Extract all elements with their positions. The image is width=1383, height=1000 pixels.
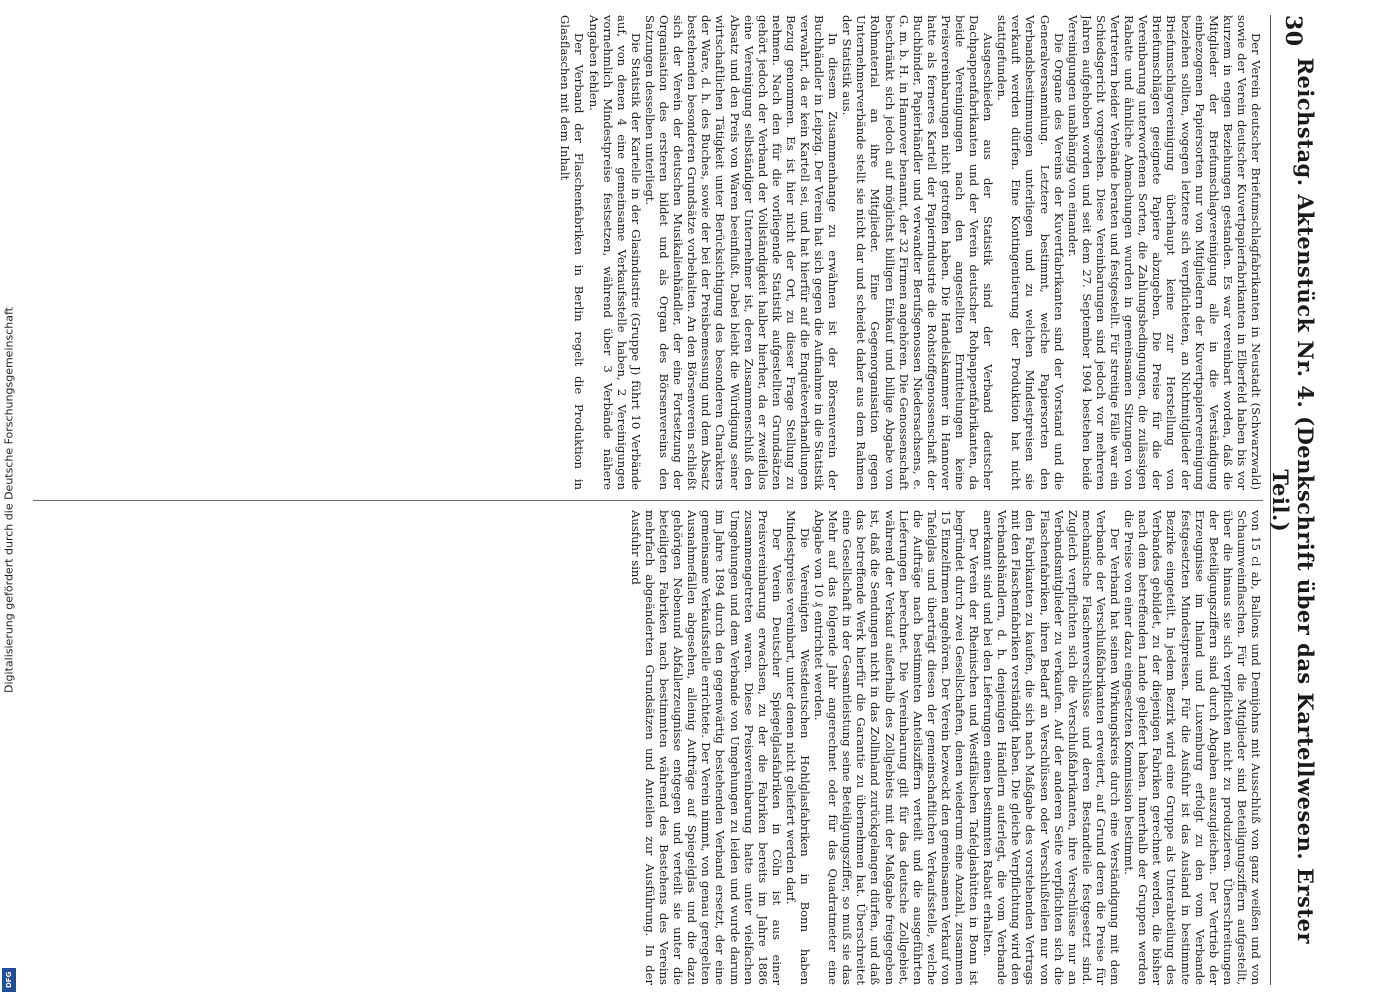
dfg-logo-icon: DFG (2, 968, 16, 992)
column-divider (33, 490, 1263, 510)
paragraph: von 15 cl ab, Ballons und Demijohns mit Ausschluß von ganz weißen und von Schaumweinflaschen. Für die Mitglieder sind Beteiligungsziffern aufgestellt, über die hinaus sie sich verpflichten nicht zu produzieren. Überschreitungen der Beteiligungsziffern sind durch Abgaben auszugleichen. Der Vertrieb der Erzeugnisse im Inland und Luxemburg erfolgt zu den vom Verbande festgesetzten Mindestpreisen. Für die Ausfuhr ist das Ausland in bestimmte Bezirke eingeteilt. In jedem Bezirk wird eine Gruppe als Unterabteilung des Verbandes gebildet, zu der diejenigen Fabriken gerechnet werden, die bisher nach dem betreffenden Lande geliefert haben. Innerhalb der Gruppen werden die Preise von einer dazu eingesetzten Kommission bestimmt. (1121, 510, 1263, 985)
paragraph: Der Verein Deutscher Spiegelglasfabriken in Cöln ist aus einer Preisvereinbarung erwachsen, zu der die Fabriken bereits im Jahre 1886 zusammengetreten waren. Diese Preisvereinbarung hatte unter vielfachen Umgehungen und dem Verbande von Umgehungen zu leiden und wurde darum im Jahre 1894 durch den gegenwärtig bestehenden Verband ersetzt, der eine gemeinsame Verkaufsstelle errichtete. Der Verein nimmt, von genau geregelten Ausnahmefällen abgesehen, alleinig Aufträge auf Spiegelglas und die dazu gehörigen Nebenund Abfallerzeugnisse entgegen und verteilt sie unter die beteiligten Fabriken nach bestimmten während des Bestehens des Vereins mehrfach abgeänderten Grundsätzen und Anteilen zur Ausführung. In der Ausfuhr sind (628, 510, 784, 985)
paragraph: Ausgeschieden aus der Statistik sind der Verband deutscher Dachpappenfabrikanten und der Verein deutscher Rohpappenfabrikanten, da beide Vereinigungen nach den angestellten Ermittelungen keine Preisvereinbarungen nicht getroffen haben. Die Handelskammer in Hannover hatte als ferneres Kartell der Papierindustrie die Rohstoffgenossenschaft der Buchbinder, Papierhändler und verwandter Berufsgenossen Niedersachsens, e. G. m. b. H. in Hannover benannt, der 32 Firmen angehören. Die Genossenschaft beschränkt sich jedoch auf möglichst billigen Einkauf und billige Abgabe von Rohmaterial an ihre Mitglieder. Eine Gegenorganisation gegen Unternehmerverbände stellt sie nicht dar und scheidet daher aus dem Rahmen der Statistik aus. (839, 15, 995, 490)
paragraph: Die Statistik der Kartelle in der Glasindustrie (Gruppe J) führt 10 Verbände auf, von denen 4 eine gemeinsame Verkaufsstelle haben, 2 Vereinigungen vornehmlich Mindestpreise festsetzen, während über 3 Verbände nähere Angaben fehlen. (586, 15, 643, 490)
rotated-page-content (25, 15, 1318, 985)
paragraph: Der Verein deutscher Briefumschlagfabrikanten in Neustadt (Schwarzwald) sowie der Verein deutscher Kuvertpapierfabrikanten in Elberfeld haben bis vor kurzem in engen Beziehungen gestanden. Es war vereinbart worden, daß die Mitglieder der Briefumschlagvereinigung alle in die Verständigung einbezogenen Papiersorten nur von Mitgliedern der Kuvertpapiervereinigung beziehen sollten, wogegen letztere sich verpflichteten, an Nichtmitglieder der Briefumschlagvereinigung überhaupt keine zur Herstellung von Briefumschlägen geeignete Papiere abzugeben. Die Preise für die der Vereinbarung unterworfenen Sorten, die Zahlungsbedingungen, die zulässigen Rabatte und ähnliche Abmachungen wurden in gemeinsamen Sitzungen von Vertretern beider Verbände beraten und festgestellt. Für streitige Fälle war ein Schiedsgericht vorgesehen. Diese Vereinbarungen sind jedoch vor mehreren Jahren aufgehoben worden und seit dem 27. September 1904 bestehen beide Vereinigungen unabhängig von einander. (1065, 15, 1263, 490)
paragraph: Der Verein der Rheinischen und Westfälischen Tafelglashütten in Bonn ist begründet durch zwei Gesellschaften, denen wiederum eine Anzahl, zusammen 15 Einzelfirmen angehören. Der Verein bezweckt den gemeinsamen Verkauf von Tafelglas und überträgt diesen der gemeinschaftlichen Verkaufsstelle, welche die Aufträge nach bestimmten Anteilsziffern verteilt und die ausgeführten Lieferungen berechnet. Die Vereinbarung gilt für das deutsche Zollgebiet, während der Verkauf außerhalb des Zollgebiets mit der Maßgabe freigegeben ist, daß die Sendungen nicht in das Zollinland zurückgelangen dürfen, und daß das betreffende Werk hierfür die Garantie zu übernehmen hat. Überschreitet eine Gesellschaft in der Gesamtleistung seine Beteiligungsziffer, so muß sie das Mehr auf das folgende Jahr angerechnet oder für das Quadratmeter eine Abgabe von 10 ₰ entrichtet werden. (811, 510, 981, 985)
right-column (33, 510, 1263, 985)
left-column (33, 15, 1263, 490)
page-number: 30 (1279, 15, 1306, 47)
running-title: Reichstag. Aktenstück Nr. 4. (Denkschrift über das Kartellwesen. Erster Teil.) (1267, 57, 1318, 945)
paragraph: Der Verband der Flaschenfabriken in Berlin regelt die Produktion in Glasflaschen mit dem Inhalt (557, 15, 586, 490)
credit-text: Digitalisierung gefördert durch die Deutsche Forschungsgemeinschaft (2, 307, 16, 693)
paragraph: Die Organe des Vereins der Kuvertfabrikanten sind der Vorstand und die Generalversammlung. Letztere bestimmt, welche Papiersorten den Verbandsbestimmungen unterliegen und zu welchen Mindestpreisen sie verkauft werden dürfen. Eine Kontingentierung der Produktion hat nicht stattgefunden. (994, 15, 1066, 490)
paragraph: Die Vereinigten Westdeutschen Hohlglasfabriken in Bonn haben Mindestpreise vereinbart, unter denen nicht geliefert werden darf. (783, 510, 812, 985)
page-header (1267, 15, 1318, 985)
paragraph: Der Verband hat seinen Wirkungskreis durch eine Verständigung mit dem Verbande der Verschlußfabrikanten erweitert, auf Grund deren die Preise für mechanische Flaschenverschlüsse und deren Bestandteile festgesetzt sind. Zugleich verpflichten sich die Verschlußfabrikanten, ihre Verschlüsse nur an Verbandsmitglieder zu verkaufen. Auf der anderen Seite verpflichten sich die Flaschenfabriken, ihren Bedarf an Verschlüssen oder Verschlußteilen nur von den Fabrikanten zu kaufen, die sich nach Maßgabe des vorstehenden Vertrags mit den Flaschenfabriken verständigt haben. Die gleiche Verpflichtung wird den Verbandshändlern, d. h. denjenigen Händlern auferlegt, die vom Verbande anerkannt sind und bei den Lieferungen einen bestimmten Rabatt erhalten. (980, 510, 1122, 985)
text-columns (33, 15, 1263, 985)
paragraph: In diesem Zusammenhange zu erwähnen ist der Börsenverein der Buchhändler in Leipzig. Der Verein hat sich gegen die Aufnahme in die Statistik verwahrt, da er kein Kartell sei, und hat hierfür auf die Enquêteverhandlungen Bezug genommen. Es ist hier nicht der Ort, zu dieser Frage Stellung zu nehmen. Nach den für die vorliegende Statistik aufgestellten Grundsätzen gehört jedoch der Verband der Vollständigkeit halber hierher, da er zweifellos eine Vereinigung selbständiger Unternehmer ist, deren Zusammenschluß den Absatz und den Preis von Waren beeinflußt. Dabei bleibt die Würdigung seiner wirtschaftlichen Tätigkeit unter Berücksichtigung des besonderen Charakters der Ware, d. h. des Buches, sowie der bei der Preisbemessung und dem Absatz bestehenden besonderen Grundsätze vorbehalten. An den Börsenverein schließt sich der Verein der deutschen Musikalienhändler, der eine Fortsetzung der Organisation des ersteren bildet und als Organ des Börsenvereins den Satzungen desselben unterliegt. (642, 15, 840, 490)
digitization-credit (0, 0, 18, 1000)
